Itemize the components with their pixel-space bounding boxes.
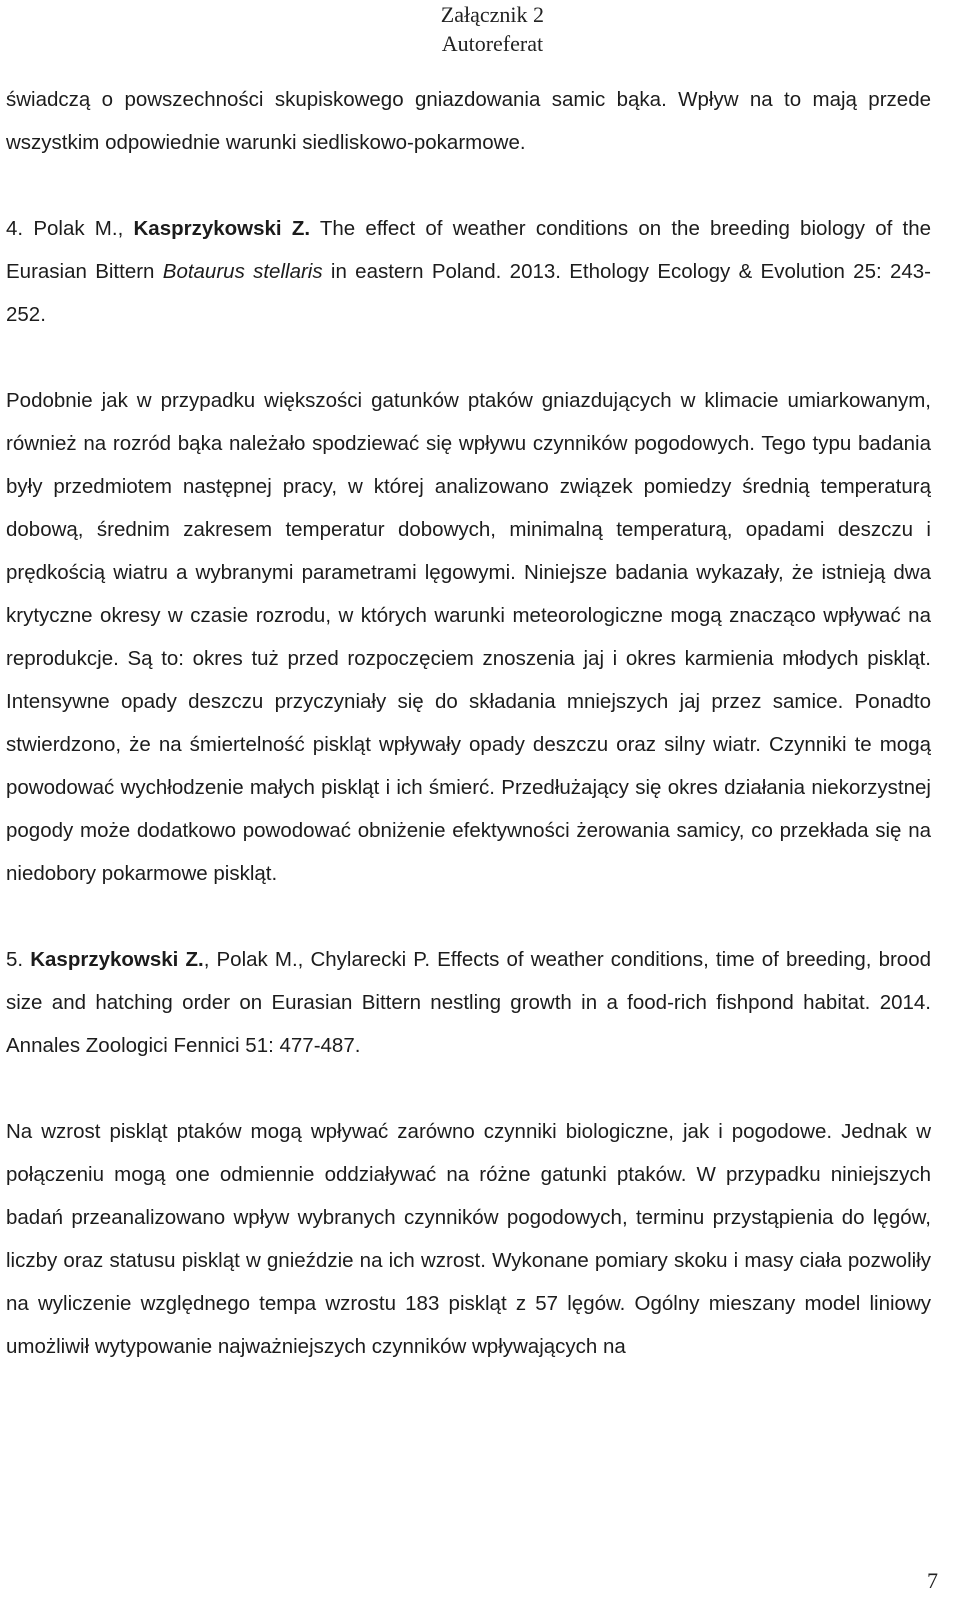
document-body <box>6 78 931 1368</box>
page-number: 7 <box>927 1568 938 1593</box>
reference-item-4 <box>6 207 931 336</box>
paragraph-spacer <box>6 1067 931 1110</box>
header-annex-label: Załącznik 2 <box>440 2 544 27</box>
paragraph-spacer <box>6 336 931 379</box>
reference-number: 4. <box>6 217 34 240</box>
reference-species-name: Botaurus stellaris <box>162 260 323 283</box>
reference-author-highlight: Kasprzykowski Z. <box>133 217 311 240</box>
paragraph-continuation: świadczą o powszechności skupiskowego gniazdowania samic bąka. Wpływ na to mają przede wszystkim odpowiednie warunki siedliskowo-pokarmowe. <box>6 88 931 154</box>
reference-title: The effect of weather conditions on the breeding biology of the Eurasian Bittern <box>6 217 932 283</box>
paragraph-summary-4: Podobnie jak w przypadku większości gatunków ptaków gniazdujących w klimacie umiarkowanym, również na rozród bąka należało spodziewać się wpływu czynników pogodowych. Tego typu badania były przedmiotem następnej pracy, w której analizowano związek pomiedzy średnią temperaturą dobową, średnim zakresem temperatur dobowych, minimalną temperaturą, opadami deszczu i prędkością wiatru a wybranymi parametrami lęgowymi. Niniejsze badania wykazały, że istnieją dwa krytyczne okresy w czasie rozrodu, w których warunki meteorologiczne mogą znacząco wpływać na reprodukcje. Są to: okres tuż przed rozpoczęciem znoszenia jaj i okres karmienia młodych piskląt. Intensywne opady deszczu przyczyniały się do składania mniejszych jaj przez samice. Ponadto stwierdzono, że na śmiertelność piskląt wpływały opady deszczu oraz silny wiatr. Czynniki te mogą powodować wychłodzenie małych piskląt i ich śmierć. Przedłużający się okres działania niekorzystnej pogody może dodatkowo powodować obniżenie efektywności żerowania samicy, co przekłada się na niedobory pokarmowe piskląt. <box>6 389 931 885</box>
reference-details: , Polak M., Chylarecki P. Effects of weather conditions, time of breeding, brood size and hatching order on Eurasian Bittern nestling growth in a food-rich fishpond habitat. 2014. Annales Zoologici Fennici 51: 477-487. <box>6 948 931 1057</box>
reference-number: 5. <box>6 948 31 971</box>
page-header <box>441 0 544 58</box>
reference-authors: Polak M., <box>33 217 134 240</box>
header-document-type: Autoreferat <box>441 31 544 56</box>
reference-journal: in eastern Poland. 2013. Ethology Ecology & Evolution 25: 243-252. <box>6 260 932 326</box>
reference-author-highlight: Kasprzykowski Z. <box>30 948 204 971</box>
reference-item-5 <box>6 938 931 1067</box>
paragraph-summary-5: Na wzrost piskląt ptaków mogą wpływać zarówno czynniki biologiczne, jak i pogodowe. Jednak w połączeniu mogą one odmiennie oddziaływać na różne gatunki ptaków. W przypadku niniejszych badań przeanalizowano wpływ wybranych czynników pogodowych, terminu przystąpienia do lęgów, liczby oraz statusu piskląt w gnieździe na ich wzrost. Wykonane pomiary skoku i masy ciała pozwoliły na wyliczenie względnego tempa wzrostu 183 piskląt z 57 lęgów. Ogólny mieszany model liniowy umożliwił wytypowanie najważniejszych czynników wpływających na <box>6 1120 931 1358</box>
paragraph-spacer <box>6 895 931 938</box>
paragraph-spacer <box>6 164 931 207</box>
